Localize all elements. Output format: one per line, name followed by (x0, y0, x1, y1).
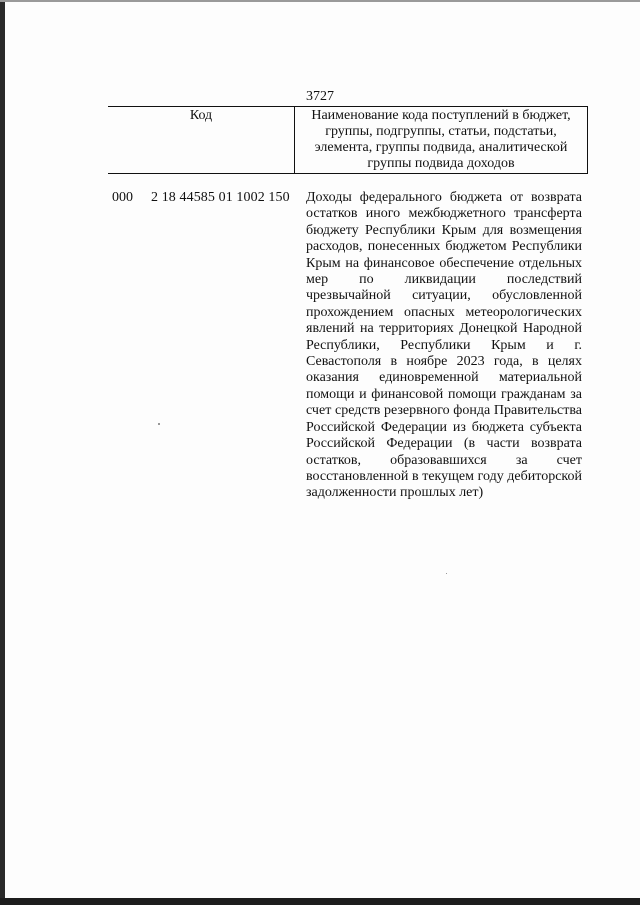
scan-edge-top (0, 0, 640, 2)
header-name-column: Наименование кода поступлений в бюджет, группы, подгруппы, статьи, подстатьи, элемента, группы подвида, аналитической группы подвида доходов (311, 108, 571, 171)
header-code-column: Код (189, 108, 213, 123)
row-description: Доходы федерального бюджета от возврата остатков иного межбюджетного трансферта бюджету Республики Крым для возмещения расходов, понесенных бюджетом Республики Крым на финансовое обеспечение отдельных мер по ликвидации последствий чрезвычайной ситуации, обусловленной прохождением опасных метеорологических явлений на территориях Донецкой Народной Республики, Республики Крым и г. Севастополя в ноябре 2023 года, в целях оказания единовременной материальной помощи и финансовой помощи гражданам за счет средств резервного фонда Правительства Российской Федерации из бюджета субъекта Российской Федерации (в части возврата остатков, образовавшихся за счет восстановленной в текущем году дебиторской задолженности прошлых лет) (306, 190, 582, 501)
page-number: 3727 (306, 89, 334, 104)
table-header (108, 106, 588, 174)
scan-edge-left (0, 0, 5, 905)
scan-speck (446, 573, 447, 574)
row-revenue-code: 2 18 44585 01 1002 150 (151, 190, 290, 205)
table-right-border (587, 107, 588, 173)
row-admin-code: 000 (112, 190, 133, 205)
scan-speck (158, 423, 160, 425)
scan-edge-bottom (0, 898, 640, 905)
column-divider (294, 107, 295, 173)
